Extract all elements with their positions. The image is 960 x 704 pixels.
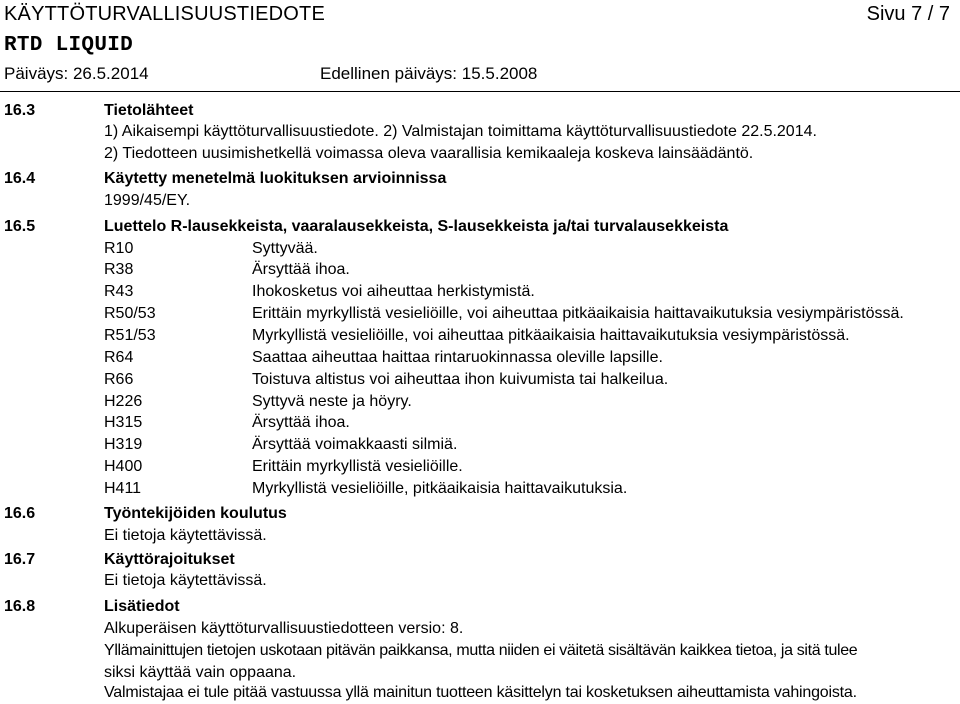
section-number: 16.6 [4, 505, 36, 522]
section-heading: Työntekijöiden koulutus [104, 505, 287, 522]
phrase-text: Myrkyllistä vesieliöille, pitkäaikaisia haittavaikutuksia. [252, 480, 628, 497]
section-number: 16.4 [4, 170, 36, 187]
phrase-text: Ärsyttää ihoa. [252, 261, 350, 278]
previous-date: Edellinen päiväys: 15.5.2008 [320, 64, 538, 83]
section-number: 16.5 [4, 218, 36, 235]
phrase-code: H226 [104, 393, 143, 410]
phrase-text: Toistuva altistus voi aiheuttaa ihon kuivumista tai halkeilua. [252, 371, 669, 388]
section-number: 16.3 [4, 102, 36, 119]
section-text: Ei tietoja käytettävissä. [104, 527, 267, 544]
phrase-code: R38 [104, 261, 134, 278]
section-text: Yllämainittujen tietojen uskotaan pitävän paikkansa, mutta niiden ei väitetä sisältävän kaikkea tietoa, ja sitä tulee [104, 642, 858, 659]
phrase-code: H315 [104, 414, 143, 431]
phrase-text: Ärsyttää voimakkaasti silmiä. [252, 436, 458, 453]
page-number: Sivu 7 / 7 [866, 3, 950, 25]
phrase-text: Ihokosketus voi aiheuttaa herkistymistä. [252, 283, 535, 300]
document-title: KÄYTTÖTURVALLISUUSTIEDOTE [4, 3, 325, 25]
product-name: RTD LIQUID [4, 34, 134, 57]
phrase-code: R51/53 [104, 327, 156, 344]
phrase-text: Erittäin myrkyllistä vesieliöille. [252, 458, 463, 475]
section-heading: Tietolähteet [104, 102, 194, 119]
phrase-code: R66 [104, 371, 134, 388]
section-heading: Käyttörajoitukset [104, 551, 235, 568]
phrase-text: Ärsyttää ihoa. [252, 414, 350, 431]
section-text: siksi käyttää vain oppaana. [104, 664, 297, 681]
phrase-code: R43 [104, 283, 134, 300]
phrase-code: H411 [104, 480, 142, 497]
header-divider [0, 91, 960, 92]
phrase-code: R64 [104, 349, 134, 366]
section-number: 16.8 [4, 598, 36, 615]
section-text: 1999/45/EY. [104, 192, 191, 209]
phrase-code: H319 [104, 436, 143, 453]
section-heading: Luettelo R-lausekkeista, vaaralausekkeista, S-lausekkeista ja/tai turvalausekkeista [104, 218, 729, 235]
section-text: 2) Tiedotteen uusimishetkellä voimassa oleva vaarallisia kemikaaleja koskeva lainsäädäntö. [104, 145, 754, 162]
section-heading: Lisätiedot [104, 598, 180, 615]
phrase-text: Myrkyllistä vesieliöille, voi aiheuttaa pitkäaikaisia haittavaikutuksia vesiympäristössä. [252, 327, 850, 344]
phrase-text: Saattaa aiheuttaa haittaa rintaruokinnassa oleville lapsille. [252, 349, 663, 366]
phrase-code: R10 [104, 240, 134, 257]
section-text: Valmistajaa ei tule pitää vastuussa yllä mainitun tuotteen käsittelyn tai kosketuksen aiheuttamista vahingoista. [104, 684, 857, 701]
section-text: Ei tietoja käytettävissä. [104, 572, 267, 589]
phrase-text: Erittäin myrkyllistä vesieliöille, voi aiheuttaa pitkäaikaisia haittavaikutuksia vesiympäristössä. [252, 305, 904, 322]
phrase-text: Syttyvä neste ja höyry. [252, 393, 412, 410]
section-number: 16.7 [4, 551, 36, 568]
phrase-code: R50/53 [104, 305, 156, 322]
section-text: Alkuperäisen käyttöturvallisuustiedotteen versio: 8. [104, 620, 464, 637]
phrase-text: Syttyvää. [252, 240, 318, 257]
issue-date: Päiväys: 26.5.2014 [4, 64, 149, 83]
phrase-code: H400 [104, 458, 143, 475]
section-heading: Käytetty menetelmä luokituksen arvioinnissa [104, 170, 447, 187]
section-text: 1) Aikaisempi käyttöturvallisuustiedote. 2) Valmistajan toimittama käyttöturvallisuustiedote 22.5.2014. [104, 123, 817, 140]
